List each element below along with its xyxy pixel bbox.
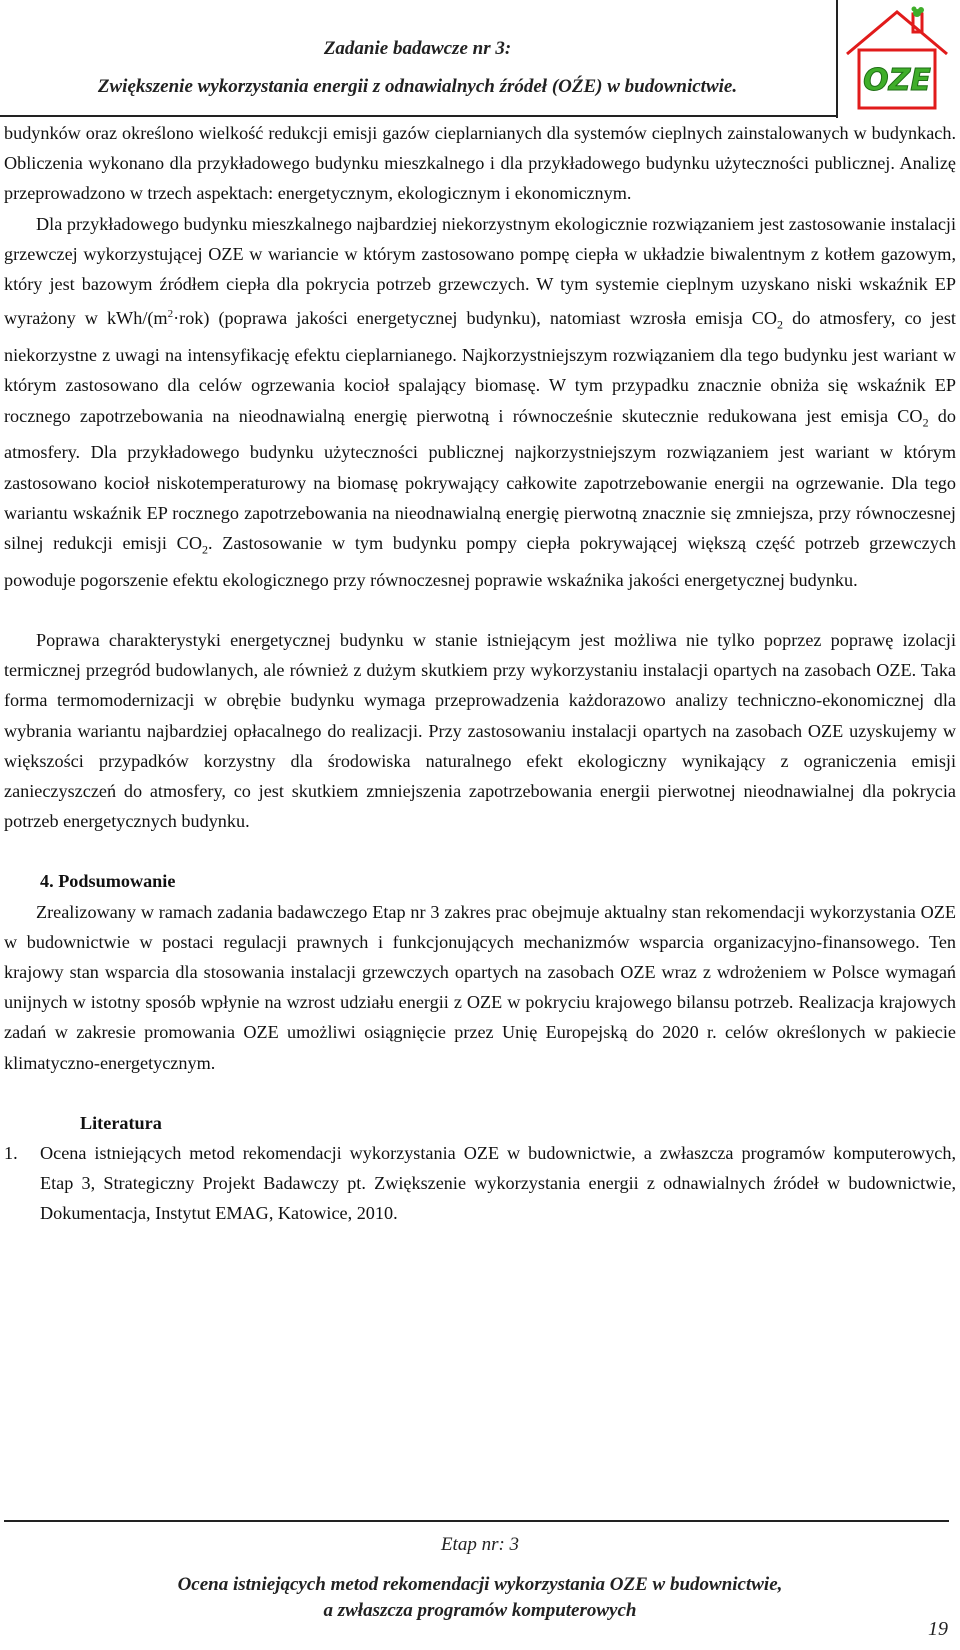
paragraph-analysis-part-1: Dla przykładowego budynku mieszkalnego najbardziej niekorzystnym ekologicznie rozwiązaniem jest zastosowanie instalacji grzewczej wykorzystującej OZE w wariancie w którym zastosowano pompę ciepła w układzie biwalentnym z kotłem gazowym, który jest bazowym źródłem ciepła dla pokrycia potrzeb grzewczych. W tym systemie cieplnym uzyskano niski wskaźnik EP wyrażony w kWh/(m <box>4 213 956 329</box>
page-number: 19 <box>928 1618 948 1640</box>
main-content <box>4 118 956 1229</box>
literature-list <box>4 1138 956 1229</box>
header-divider-horizontal <box>0 115 838 117</box>
header-task-subtitle: Zwiększenie wykorzystania energii z odnawialnych źródeł (OŹE) w budownictwie. <box>97 76 738 97</box>
paragraph-analysis-part-3: do atmosfery, co jest niekorzystne z uwagi na intensyfikację efektu cieplarnianego. Najkorzystniejszym rozwiązaniem dla tego budynku jest wariant w którym zastosowano dla celów ogrzewania kocioł spalający biomasę. W tym przypadku znacznie obniża się wskaźnik EP rocznego zapotrzebowania na nieodnawialną energię pierwotną i równocześnie skutecznie redukowana jest emisja CO <box>4 308 956 426</box>
spacer <box>4 595 956 625</box>
paragraph-analysis <box>4 209 956 595</box>
literature-item <box>4 1138 956 1229</box>
literature-item-text: Ocena istniejących metod rekomendacji wykorzystania OZE w budownictwie, a zwłaszcza programów komputerowych, Etap 3, Strategiczny Projekt Badawczy pt. Zwiększenie wykorzystania energii z odnawialnych źródeł w budownictwie, Dokumentacja, Instytut EMAG, Katowice, 2010. <box>40 1143 956 1224</box>
logo-text: OZE <box>863 63 931 98</box>
spacer <box>4 836 956 866</box>
page-header <box>0 0 960 118</box>
oze-house-logo <box>843 4 951 112</box>
subscript-co2-3: 2 <box>201 542 208 557</box>
paragraph-thermomodernization: Poprawa charakterystyki energetycznej budynku w stanie istniejącym jest możliwa nie tylko poprzez poprawę izolacji termicznej przegród budowlanych, ale również z dużym skutkiem przy wykorzystaniu instalacji opartych na zasobach OZE. Taka forma termomodernizacji w obrębie budynku wymaga przeprowadzenia każdorazowo analizy techniczno-ekonomicznej dla wybrania wariantu najbardziej opłacalnego do realizacji. Przy zastosowaniu instalacji opartych na zasobach OZE uzyskujemy w większości przypadków korzystny dla środowiska naturalnego efekt ekologiczny wynikający z ograniczenia emisji zanieczyszczeń do atmosfery, co jest skutkiem zmniejszenia zapotrzebowania energii pierwotnej nieodnawialnej dla pokrycia potrzeb energetycznych budynku. <box>4 630 956 832</box>
literature-heading: Literatura <box>80 1112 162 1133</box>
spacer <box>4 1078 956 1108</box>
paragraph-summary: Zrealizowany w ramach zadania badawczego Etap nr 3 zakres prac obejmuje aktualny stan rekomendacji wykorzystania OZE w budownictwie w postaci regulacji prawnych i funkcjonujących mechanizmów wsparcia organizacyjno-finansowego. Ten krajowy stan wsparcia dla stosowania instalacji grzewczych opartych na zasobach OZE wraz z wdrożeniem w Polsce wymagań unijnych w istotny sposób wpłynie na wzrost udziału energii z OZE w pokryciu krajowego bilansu potrzeb. Realizacja krajowych zadań w zakresie promowania OZE umożliwi osiągnięcie przez Unię Europejską do 2020 r. celów określonych w pakiecie klimatyczno-energetycznym. <box>4 901 956 1073</box>
subscript-co2-1: 2 <box>777 317 784 332</box>
footer-title-line-2: a zwłaszcza programów komputerowych <box>323 1600 637 1621</box>
literature-item-number: 1. <box>4 1143 18 1164</box>
paragraph-analysis-part-4: do atmosfery. Dla przykładowego budynku użyteczności publicznej najkorzystniejszym rozwiązaniem jest wariant w którym zastosowano kocioł niskotemperaturowy na biomasę pokrywający całkowite zapotrzebowanie energii na ogrzewanie. Dla tego wariantu wskaźnik EP rocznego zapotrzebowania na nieodnawialną energię pierwotną znacznie się zmniejsza, przy równoczesnej silnej redukcji emisji CO <box>4 405 956 553</box>
header-task-title: Zadanie badawcze nr 3: <box>323 38 512 59</box>
header-divider-vertical <box>836 0 838 118</box>
paragraph-intro: budynków oraz określono wielkość redukcji emisji gazów cieplarnianych dla systemów cieplnych zainstalowanych w budynkach. Obliczenia wykonano dla przykładowego budynku mieszkalnego i dla przykładowego budynku użyteczności publicznej. Analizę przeprowadzono w trzech aspektach: energetycznym, ekologicznym i ekonomicznym. <box>4 123 956 204</box>
footer-stage: Etap nr: 3 <box>440 1534 520 1555</box>
section-heading-summary: 4. Podsumowanie <box>40 871 176 892</box>
footer-divider <box>4 1520 949 1522</box>
paragraph-analysis-part-2: ·rok) (poprawa jakości energetycznej budynku), natomiast wzrosła emisja CO <box>173 308 778 329</box>
footer-title-line-1: Ocena istniejących metod rekomendacji wykorzystania OZE w budownictwie, <box>177 1574 783 1595</box>
footer-title <box>0 1572 960 1624</box>
subscript-co2-2: 2 <box>922 415 929 430</box>
paragraph-analysis-part-5: . Zastosowanie w tym budynku pompy ciepła pokrywającej większą część potrzeb grzewczych powoduje pogorszenie efektu ekologicznego przy równoczesnej poprawie wskaźnika jakości energetycznej budynku. <box>4 532 956 590</box>
superscript-2: 2 <box>167 308 174 321</box>
